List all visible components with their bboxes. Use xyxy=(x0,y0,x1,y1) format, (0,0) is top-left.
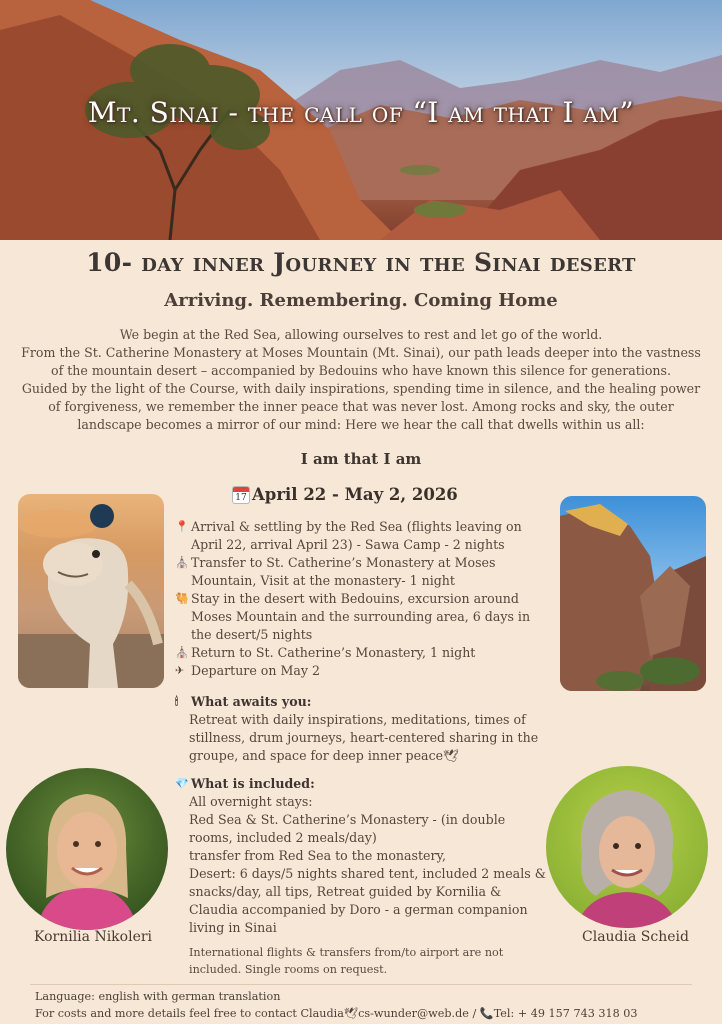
flights-note: International flights & transfers from/to airport are not included. Single rooms on request. xyxy=(189,946,504,976)
itinerary-item xyxy=(175,518,547,554)
awaits-section xyxy=(175,693,547,765)
motto: I am that I am xyxy=(300,450,422,468)
awaits-body xyxy=(175,711,547,765)
included-section xyxy=(175,775,547,937)
contact-phone[interactable]: Tel: + 49 157 743 318 03 xyxy=(493,1007,638,1020)
claudia-name: Claudia Scheid xyxy=(582,929,689,945)
phone-icon: 📞 xyxy=(479,1007,494,1020)
language-info: Language: english with german translation xyxy=(35,990,281,1003)
intro-paragraph xyxy=(20,326,702,434)
date-range-text: April 22 - May 2, 2026 xyxy=(252,485,458,504)
footer-divider xyxy=(30,984,692,985)
monastery-icon: ⛪ xyxy=(175,646,189,659)
intro-line: From the St. Catherine Monastery at Moses Mountain (Mt. Sinai), our path leads deeper into the vastness xyxy=(21,345,701,360)
footer xyxy=(35,988,705,1022)
included-line: transfer from Red Sea to the monastery, xyxy=(189,848,446,863)
date-range xyxy=(232,485,532,504)
diamond-icon: 💎 xyxy=(175,777,189,790)
itinerary-text: Departure on May 2 xyxy=(191,663,321,678)
itinerary-item xyxy=(175,590,547,644)
camel-icon: 🐫 xyxy=(175,592,189,605)
candle-icon: 🕯 xyxy=(175,695,179,708)
intro-line: We begin at the Red Sea, allowing ourselves to rest and let go of the world. xyxy=(119,327,603,342)
kornilia-portrait xyxy=(6,768,168,930)
airplane-icon: ✈ xyxy=(175,664,185,677)
itinerary-item xyxy=(175,662,547,680)
hero-banner xyxy=(0,0,722,240)
page-title: 10- day inner Journey in the Sinai desert xyxy=(86,248,636,277)
intro-line: Guided by the light of the Course, with daily inspirations, spending time in silence, and the healing power xyxy=(21,381,701,396)
page-subtitle: Arriving. Remembering. Coming Home xyxy=(164,290,558,311)
calendar-icon: 17 xyxy=(232,486,250,504)
awaits-text: Retreat with daily inspirations, meditations, times of stillness, drum journeys, heart-centered sharing in the groupe, and space for deep inner peace xyxy=(189,712,539,763)
contact-email[interactable]: cs-wunder@web.de xyxy=(358,1007,469,1020)
awaits-heading xyxy=(175,693,547,711)
itinerary-text: Return to St. Catherine’s Monastery, 1 night xyxy=(191,645,476,660)
claudia-portrait xyxy=(546,766,708,928)
kornilia-name: Kornilia Nikoleri xyxy=(34,929,153,945)
contact-separator: / xyxy=(468,1007,480,1020)
itinerary-item xyxy=(175,644,547,662)
included-heading xyxy=(175,775,547,793)
itinerary-text: Transfer to St. Catherine’s Monastery at Moses Mountain, Visit at the monastery- 1 night xyxy=(191,555,496,588)
awaits-title: What awaits you: xyxy=(191,694,312,709)
mail-dove-icon: 🕊 xyxy=(343,1007,359,1020)
canyon-photo xyxy=(560,496,706,691)
intro-line: landscape becomes a mirror of our mind: Here we hear the call that dwells within us all: xyxy=(77,417,645,432)
intro-line: of forgiveness, we remember the inner peace that was never lost. Among rocks and sky, the outer xyxy=(48,399,674,414)
included-line: Desert: 6 days/5 nights shared tent, included 2 meals & snacks/day, all tips, Retreat guided by Kornilia & Claudia accompanied by Doro - a german companion living in Sinai xyxy=(189,866,546,935)
contact-info xyxy=(35,1005,705,1022)
hero-title: Mt. Sinai - the call of “I am that I am” xyxy=(87,96,635,129)
included-line: Red Sea & St. Catherine’s Monastery - (in double rooms, included 2 meals/day) xyxy=(189,812,506,845)
dove-icon: 🕊 xyxy=(443,748,460,763)
included-line: All overnight stays: xyxy=(189,794,313,809)
itinerary-text: Arrival & settling by the Red Sea (flights leaving on April 22, arrival April 23) - Sawa Camp - 2 nights xyxy=(191,519,522,552)
pin-icon: 📍 xyxy=(175,520,189,533)
itinerary-item xyxy=(175,554,547,590)
intro-line: of the mountain desert – accompanied by Bedouins who have known this silence for generations. xyxy=(50,363,672,378)
included-title: What is included: xyxy=(191,776,315,791)
camel-photo xyxy=(18,494,164,688)
included-body xyxy=(175,793,547,937)
monastery-icon: ⛪ xyxy=(175,556,189,569)
contact-prefix: For costs and more details feel free to contact Claudia xyxy=(35,1007,344,1020)
itinerary-list xyxy=(175,518,547,680)
itinerary-text: Stay in the desert with Bedouins, excursion around Moses Mountain and the surrounding area, 6 days in the desert/5 nights xyxy=(191,591,531,642)
